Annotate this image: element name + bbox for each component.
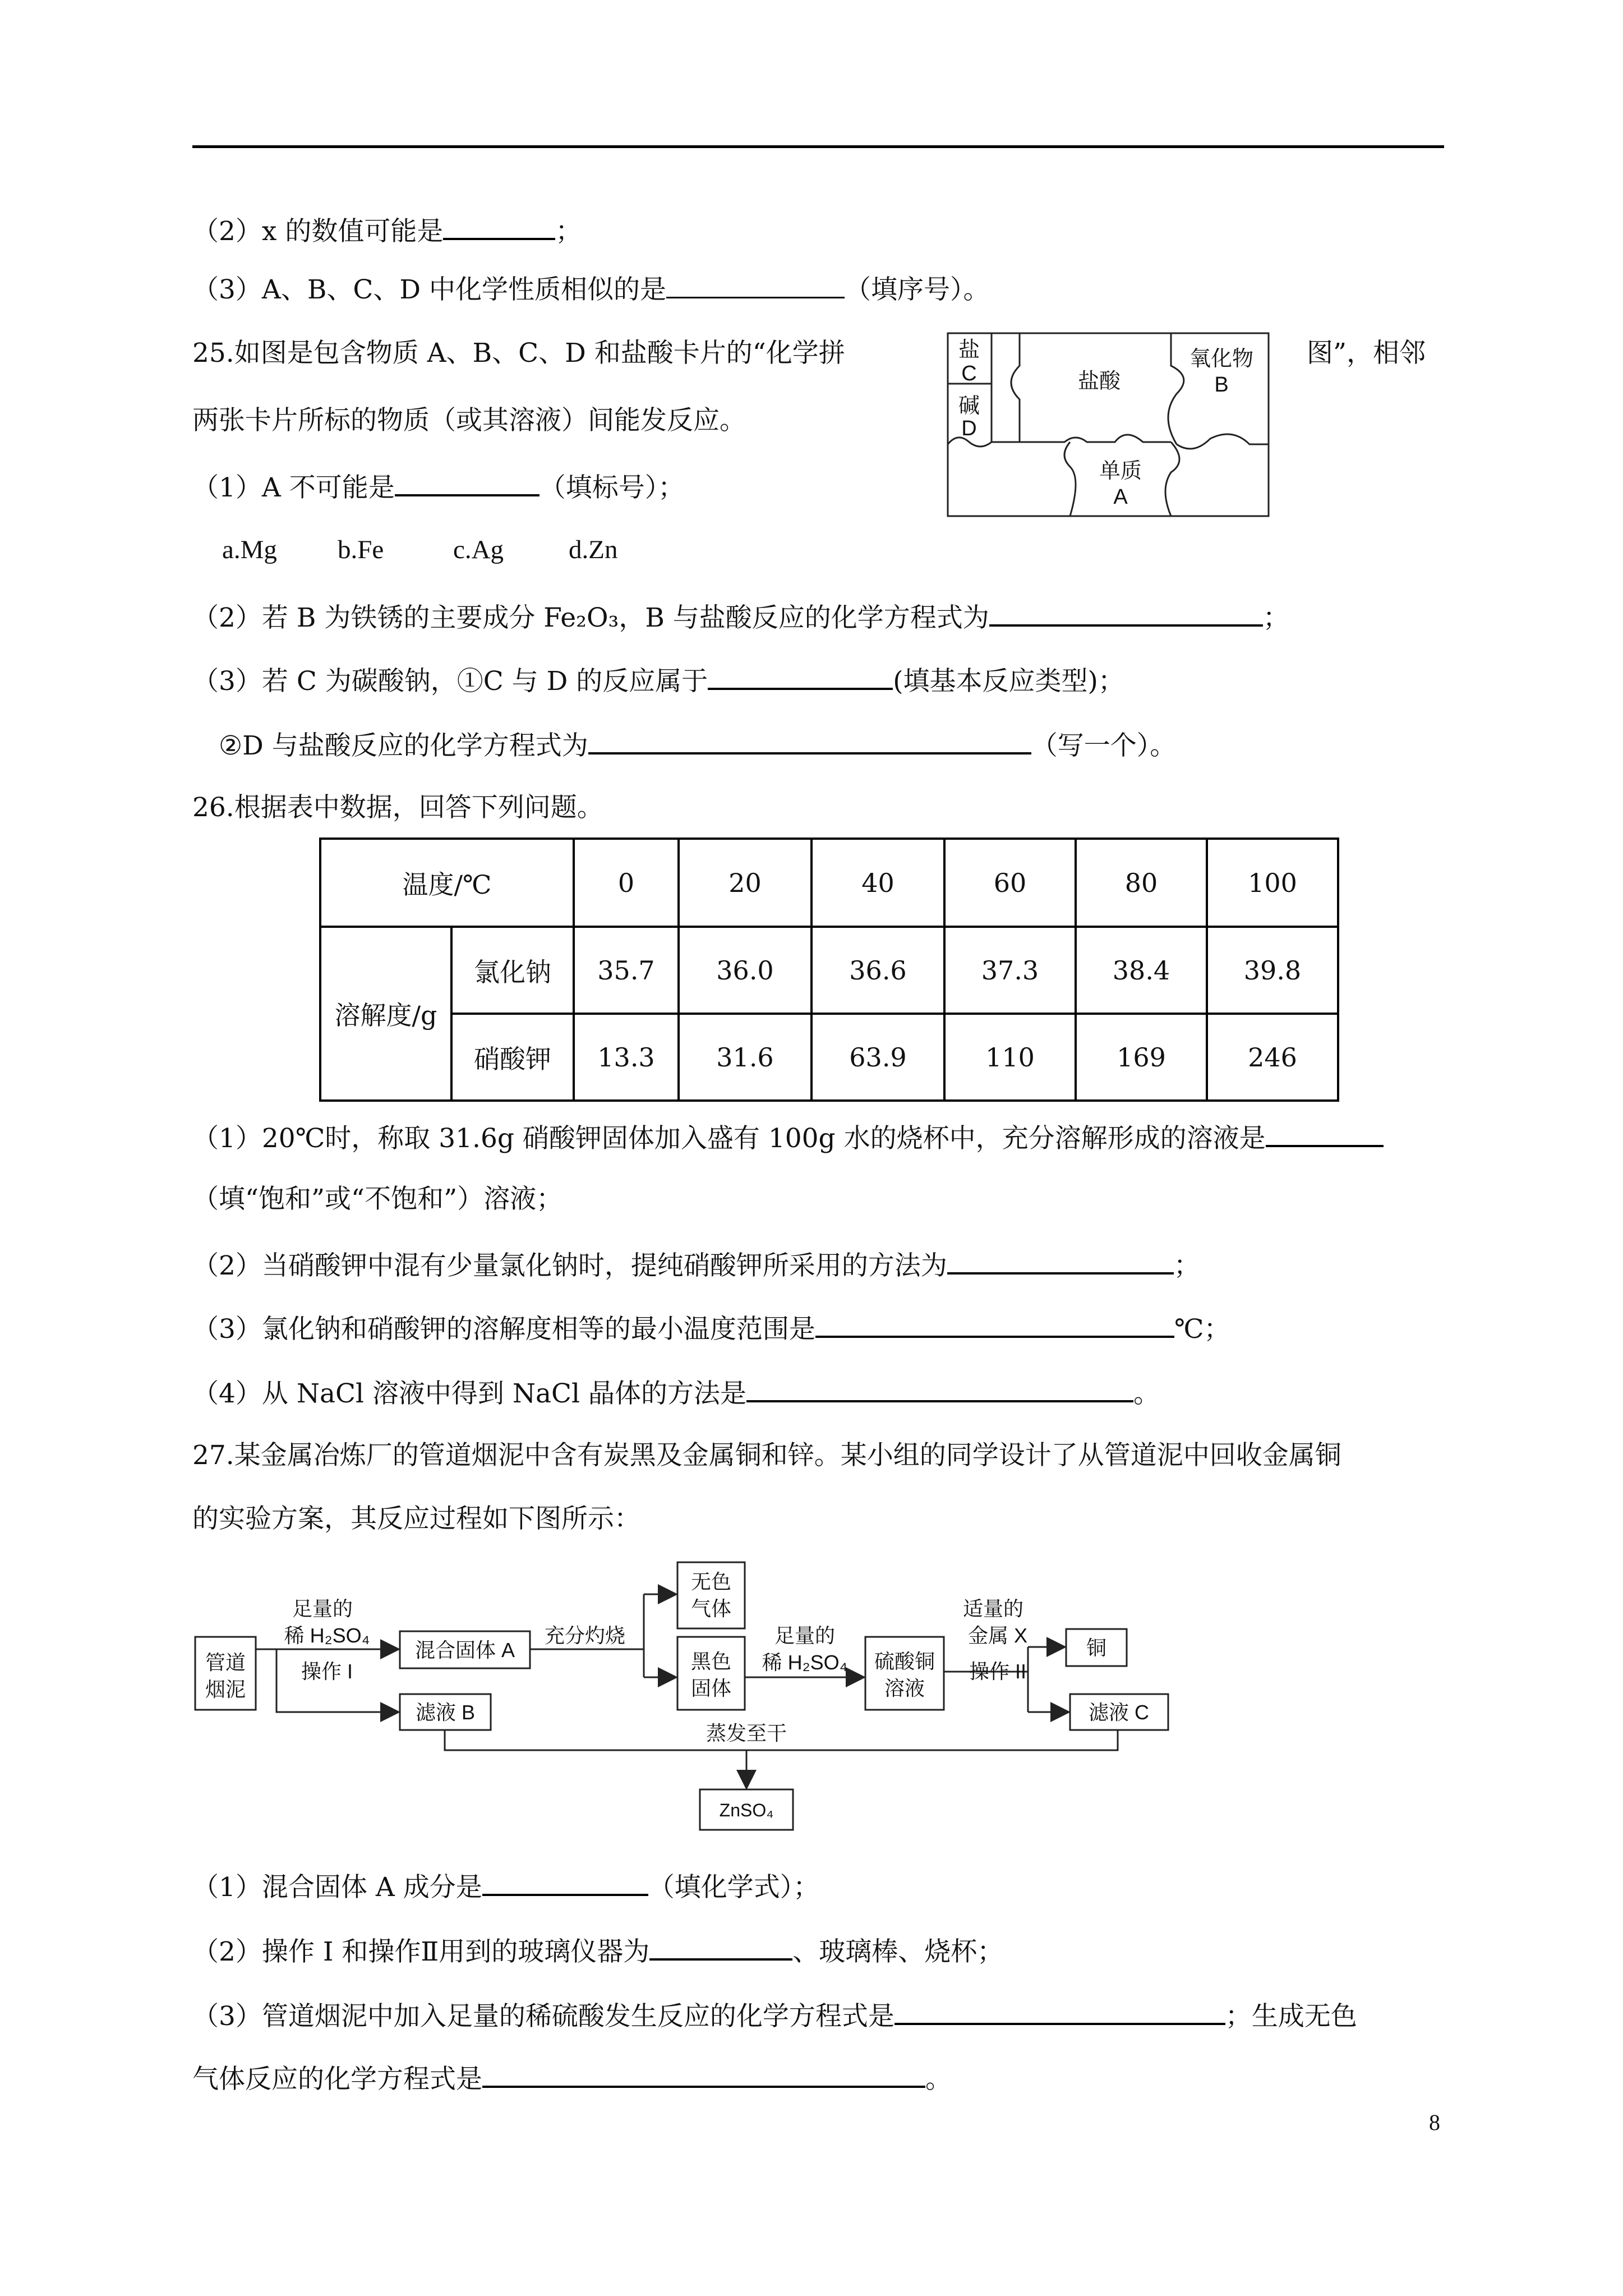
arrow2-reagent-1: 足量的 bbox=[774, 1624, 836, 1647]
answer-blank[interactable] bbox=[947, 1246, 1174, 1274]
arrow3-operation: 操作 II bbox=[969, 1660, 1027, 1683]
q25-part3: （3）若 C 为碳酸钠，①C 与 D 的反应属于 (填基本反应类型)； bbox=[192, 662, 1124, 698]
q25-part1: （1）A 不可能是 （填标号）； bbox=[192, 468, 684, 505]
burn-label: 充分灼烧 bbox=[544, 1624, 626, 1647]
a-label: A bbox=[1113, 485, 1128, 509]
q27-intro-line2: 的实验方案，其反应过程如下图所示： bbox=[192, 1503, 640, 1534]
q26-part4: （4）从 NaCl 溶液中得到 NaCl 晶体的方法是 。 bbox=[192, 1374, 1160, 1411]
header-rule bbox=[192, 145, 1444, 148]
table-cell: 31.6 bbox=[679, 1014, 811, 1101]
q25-intro-left: 25.如图是包含物质 A、B、C、D 和盐酸卡片的“化学拼 bbox=[192, 338, 845, 369]
option-b: b.Fe bbox=[338, 535, 384, 564]
table-cell: 246 bbox=[1207, 1014, 1338, 1101]
option-c: c.Ag bbox=[453, 535, 504, 564]
q27-intro-line1: 27.某金属冶炼厂的管道烟泥中含有炭黑及金属铜和锌。某小组的同学设计了从管道泥中回收金属铜 bbox=[192, 1440, 1341, 1471]
black-solid-label-2: 固体 bbox=[690, 1677, 732, 1700]
answer-blank[interactable] bbox=[746, 1374, 1133, 1402]
table-cell: 38.4 bbox=[1076, 927, 1207, 1014]
q26-part1-cont: （填“饱和”或“不饱和”）溶液； bbox=[192, 1184, 563, 1214]
table-cell: 13.3 bbox=[574, 1014, 679, 1101]
q26-part3: （3）氯化钠和硝酸钾的溶解度相等的最小温度范围是 ℃； bbox=[192, 1310, 1230, 1346]
arrow2-reagent-2: 稀 H₂SO₄ bbox=[762, 1651, 848, 1674]
sludge-label-2: 烟泥 bbox=[205, 1678, 246, 1701]
q27-part2: （2）操作 I 和操作Ⅱ用到的玻璃仪器为 、玻璃棒、烧杯； bbox=[192, 1932, 1003, 1969]
filtrate-b-label: 滤液 B bbox=[415, 1701, 476, 1724]
element-label: 单质 bbox=[1099, 459, 1142, 483]
answer-blank[interactable] bbox=[895, 1997, 1225, 2025]
znso4-label: ZnSO₄ bbox=[719, 1800, 774, 1820]
arrow3-reagent-2: 金属 X bbox=[967, 1624, 1028, 1647]
answer-blank[interactable] bbox=[1266, 1119, 1384, 1147]
row-name: 硝酸钾 bbox=[451, 1014, 574, 1101]
copper-label: 铜 bbox=[1086, 1636, 1107, 1659]
q26-part2: （2）当硝酸钾中混有少量氯化钠时，提纯硝酸钾所采用的方法为 ； bbox=[192, 1246, 1200, 1283]
q25-intro-right: 图”，相邻 bbox=[1307, 338, 1426, 369]
q25-part3b: ②D 与盐酸反应的化学方程式为 （写一个）。 bbox=[219, 726, 1176, 763]
arrow1-reagent-1: 足量的 bbox=[292, 1597, 353, 1620]
temp-cell: 40 bbox=[811, 839, 944, 927]
answer-blank[interactable] bbox=[588, 726, 1031, 754]
solubility-group-label: 溶解度/g bbox=[320, 927, 451, 1101]
q27-part3: （3）管道烟泥中加入足量的稀硫酸发生反应的化学方程式是 ；生成无色 bbox=[192, 1997, 1357, 2033]
cuso4-label-1: 硫酸铜 bbox=[874, 1650, 935, 1673]
answer-blank[interactable] bbox=[395, 468, 540, 496]
temp-header: 温度/℃ bbox=[320, 839, 574, 927]
b-label: B bbox=[1214, 373, 1229, 397]
q25-part2: （2）若 B 为铁锈的主要成分 Fe₂O₃，B 与盐酸反应的化学方程式为 ； bbox=[192, 599, 1289, 635]
answer-blank[interactable] bbox=[649, 1932, 792, 1961]
recovery-flowchart bbox=[192, 1559, 1179, 1851]
filtrate-c-label: 滤液 C bbox=[1088, 1701, 1150, 1724]
arrow3-reagent-1: 适量的 bbox=[962, 1597, 1024, 1620]
evaporate-label: 蒸发至干 bbox=[706, 1722, 787, 1745]
table-cell: 39.8 bbox=[1207, 927, 1338, 1014]
q26-intro: 26.根据表中数据，回答下列问题。 bbox=[192, 792, 603, 823]
solubility-table bbox=[319, 838, 1339, 1102]
sludge-label-1: 管道 bbox=[205, 1651, 246, 1674]
answer-blank[interactable] bbox=[666, 271, 845, 298]
table-cell: 110 bbox=[944, 1014, 1076, 1101]
arrow1-operation: 操作 I bbox=[301, 1660, 353, 1683]
page-number: 8 bbox=[1429, 2110, 1440, 2135]
answer-blank[interactable] bbox=[815, 1310, 1174, 1338]
temp-cell: 80 bbox=[1076, 839, 1207, 927]
q27-part1: （1）混合固体 A 成分是 （填化学式）； bbox=[192, 1868, 819, 1904]
option-a: a.Mg bbox=[222, 535, 277, 564]
q24-part2: （2）x 的数值可能是 ； bbox=[192, 212, 582, 249]
oxide-label: 氧化物 bbox=[1189, 347, 1254, 371]
temp-cell: 20 bbox=[679, 839, 811, 927]
cuso4-label-2: 溶液 bbox=[884, 1677, 925, 1700]
temp-cell: 60 bbox=[944, 839, 1076, 927]
table-cell: 169 bbox=[1076, 1014, 1207, 1101]
answer-blank[interactable] bbox=[443, 212, 555, 240]
table-cell: 63.9 bbox=[811, 1014, 944, 1101]
temp-cell: 100 bbox=[1207, 839, 1338, 927]
acid-label: 盐酸 bbox=[1077, 370, 1121, 393]
base-label: 碱 bbox=[958, 394, 980, 418]
q26-part1: （1）20℃时，称取 31.6g 硝酸钾固体加入盛有 100g 水的烧杯中，充分溶解形成的溶液是 bbox=[192, 1119, 1384, 1156]
q25-options bbox=[222, 533, 617, 567]
mixed-solid-label: 混合固体 A bbox=[414, 1639, 515, 1662]
answer-blank[interactable] bbox=[708, 662, 893, 690]
table-cell: 36.0 bbox=[679, 927, 811, 1014]
chemistry-puzzle-figure bbox=[947, 332, 1270, 517]
answer-blank[interactable] bbox=[482, 1868, 648, 1896]
black-solid-label-1: 黑色 bbox=[690, 1650, 732, 1673]
c-label: C bbox=[961, 362, 977, 385]
gas-label-2: 气体 bbox=[690, 1597, 732, 1620]
temp-cell: 0 bbox=[574, 839, 679, 927]
table-cell: 36.6 bbox=[811, 927, 944, 1014]
answer-blank[interactable] bbox=[482, 2060, 925, 2088]
q27-part3b: 气体反应的化学方程式是 。 bbox=[192, 2060, 952, 2096]
salt-label: 盐 bbox=[958, 338, 980, 362]
row-name: 氯化钠 bbox=[451, 927, 574, 1014]
gas-label-1: 无色 bbox=[690, 1570, 732, 1593]
q25-intro-line2: 两张卡片所标的物质（或其溶液）间能发反应。 bbox=[192, 405, 746, 436]
option-d: d.Zn bbox=[569, 535, 618, 564]
table-cell: 37.3 bbox=[944, 927, 1076, 1014]
q24-part3: （3）A、B、C、D 中化学性质相似的是 （填序号）。 bbox=[192, 271, 989, 307]
table-cell: 35.7 bbox=[574, 927, 679, 1014]
d-label: D bbox=[961, 417, 977, 440]
answer-blank[interactable] bbox=[989, 599, 1263, 627]
arrow1-reagent-2: 稀 H₂SO₄ bbox=[284, 1624, 370, 1647]
